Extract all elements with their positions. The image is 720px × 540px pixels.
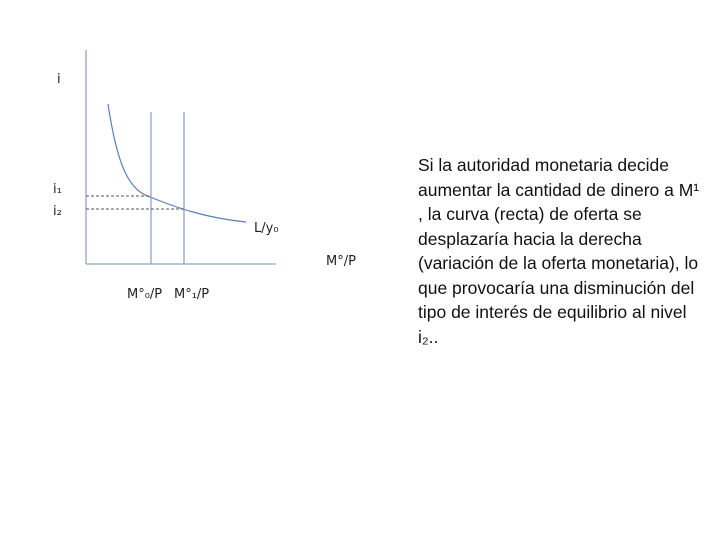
rate-1-label: i₁	[53, 182, 62, 197]
demand-curve-label: L/y₀	[254, 221, 279, 236]
rate-2-label: i₂	[53, 204, 62, 219]
x-axis-label: M°/P	[326, 254, 356, 269]
money-demand-curve	[108, 104, 246, 222]
supply-0-label: M°₀/P	[127, 287, 163, 302]
explanation-text: Si la autoridad monetaria decide aumentar la cantidad de dinero a M¹ , la curva (recta) de oferta se desplazaría hacia la derecha (variación de la oferta monetaria), lo que provocaría una disminución del tipo de interés de equilibrio al nivel i₂..	[418, 155, 700, 347]
supply-1-label: M°₁/P	[174, 287, 210, 302]
y-axis-label: i	[57, 72, 61, 87]
